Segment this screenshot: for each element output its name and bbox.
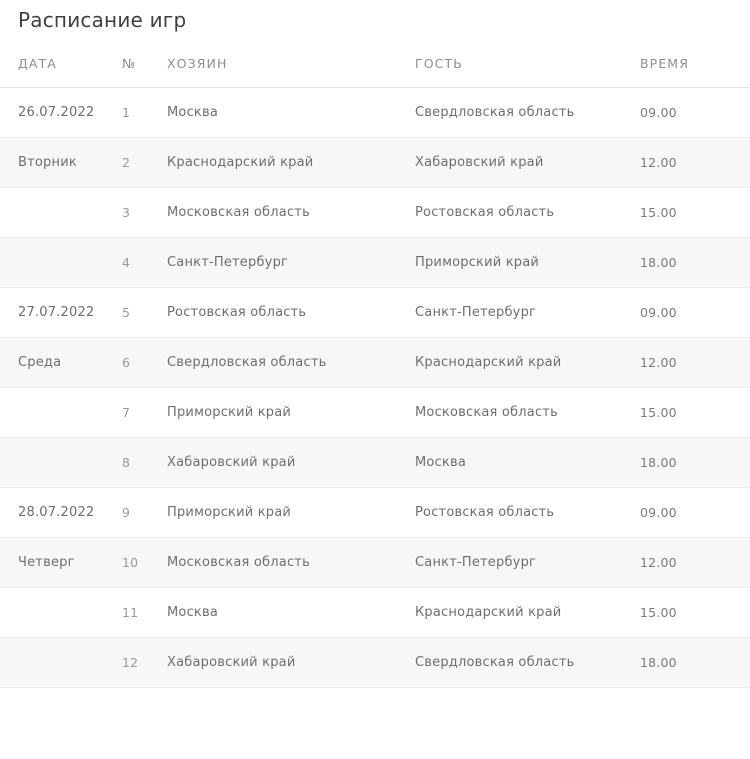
cell-guest: Санкт-Петербург — [413, 538, 638, 588]
column-header-host: ХОЗЯИН — [165, 46, 413, 88]
cell-guest: Ростовская область — [413, 488, 638, 538]
table-row — [0, 88, 750, 138]
cell-date — [0, 238, 120, 288]
cell-date: Вторник — [0, 138, 120, 188]
cell-host: Хабаровский край — [165, 638, 413, 688]
cell-time: 18.00 — [638, 438, 750, 488]
cell-date: 28.07.2022 — [0, 488, 120, 538]
cell-date: Среда — [0, 338, 120, 388]
cell-date — [0, 588, 120, 638]
cell-number: 4 — [120, 238, 165, 288]
cell-host: Хабаровский край — [165, 438, 413, 488]
cell-number: 11 — [120, 588, 165, 638]
cell-host: Ростовская область — [165, 288, 413, 338]
cell-date: Четверг — [0, 538, 120, 588]
cell-host: Московская область — [165, 538, 413, 588]
cell-time: 18.00 — [638, 238, 750, 288]
cell-number: 2 — [120, 138, 165, 188]
cell-time: 15.00 — [638, 388, 750, 438]
page-title: Расписание игр — [18, 8, 187, 32]
table-row — [0, 438, 750, 488]
cell-time: 09.00 — [638, 488, 750, 538]
cell-guest: Свердловская область — [413, 638, 638, 688]
table-row — [0, 288, 750, 338]
cell-host: Москва — [165, 88, 413, 138]
cell-number: 5 — [120, 288, 165, 338]
cell-guest: Краснодарский край — [413, 338, 638, 388]
cell-date: 27.07.2022 — [0, 288, 120, 338]
cell-host: Москва — [165, 588, 413, 638]
column-header-date: ДАТА — [0, 46, 120, 88]
cell-host: Санкт-Петербург — [165, 238, 413, 288]
table-row — [0, 588, 750, 638]
table-row — [0, 388, 750, 438]
cell-date — [0, 638, 120, 688]
cell-guest: Краснодарский край — [413, 588, 638, 638]
cell-guest: Санкт-Петербург — [413, 288, 638, 338]
table-header — [0, 46, 750, 88]
cell-host: Приморский край — [165, 388, 413, 438]
table-row — [0, 338, 750, 388]
column-header-guest: ГОСТЬ — [413, 46, 638, 88]
table-body — [0, 88, 750, 688]
schedule-table — [0, 46, 750, 688]
cell-host: Краснодарский край — [165, 138, 413, 188]
cell-host: Московская область — [165, 188, 413, 238]
table-row — [0, 138, 750, 188]
table-row — [0, 488, 750, 538]
cell-time: 15.00 — [638, 588, 750, 638]
cell-guest: Приморский край — [413, 238, 638, 288]
cell-date: 26.07.2022 — [0, 88, 120, 138]
cell-guest: Хабаровский край — [413, 138, 638, 188]
table-row — [0, 638, 750, 688]
cell-number: 10 — [120, 538, 165, 588]
cell-time: 12.00 — [638, 338, 750, 388]
cell-number: 9 — [120, 488, 165, 538]
cell-guest: Москва — [413, 438, 638, 488]
cell-time: 15.00 — [638, 188, 750, 238]
cell-number: 7 — [120, 388, 165, 438]
cell-guest: Московская область — [413, 388, 638, 438]
cell-date — [0, 438, 120, 488]
table-row — [0, 188, 750, 238]
cell-number: 8 — [120, 438, 165, 488]
cell-time: 12.00 — [638, 538, 750, 588]
cell-guest: Свердловская область — [413, 88, 638, 138]
cell-number: 6 — [120, 338, 165, 388]
cell-time: 18.00 — [638, 638, 750, 688]
cell-host: Приморский край — [165, 488, 413, 538]
table-row — [0, 538, 750, 588]
cell-date — [0, 388, 120, 438]
cell-time: 09.00 — [638, 288, 750, 338]
table-row — [0, 238, 750, 288]
cell-time: 12.00 — [638, 138, 750, 188]
cell-guest: Ростовская область — [413, 188, 638, 238]
column-header-number: № — [120, 46, 165, 88]
cell-number: 3 — [120, 188, 165, 238]
cell-date — [0, 188, 120, 238]
cell-number: 1 — [120, 88, 165, 138]
column-header-time: ВРЕМЯ — [638, 46, 750, 88]
cell-number: 12 — [120, 638, 165, 688]
cell-host: Свердловская область — [165, 338, 413, 388]
cell-time: 09.00 — [638, 88, 750, 138]
table-header-row — [0, 46, 750, 88]
